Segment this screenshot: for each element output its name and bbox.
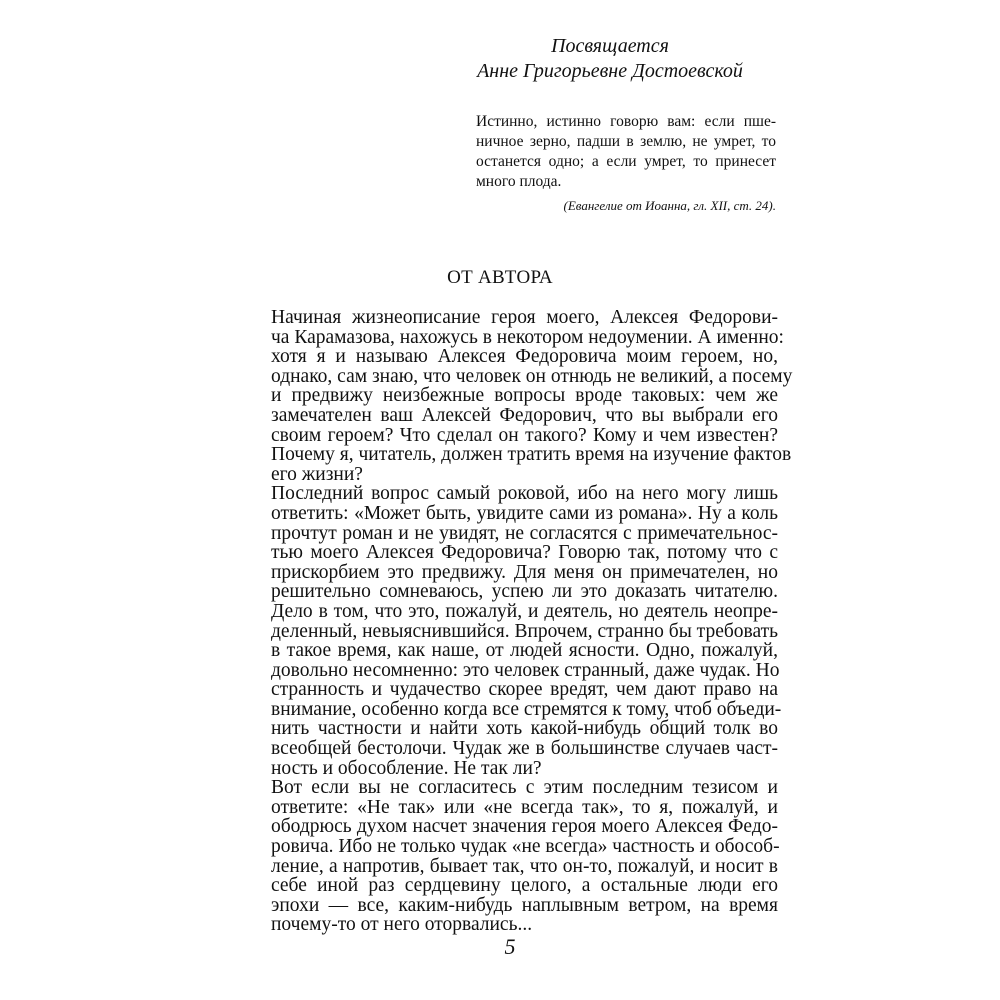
text-line: всеобщей бестолочи. Чудак же в большинстве случаев част- (271, 738, 778, 760)
text-line: ровича. Ибо не только чудак «не всегда» частность и обособ- (271, 836, 780, 858)
paragraph (243, 307, 793, 485)
text-line: однако, сам знаю, что человек он отнюдь не великий, а посему (271, 365, 793, 387)
text-line: странность и чудачество скорее вредят, чем дают право на (271, 679, 778, 701)
text-line: хотя я и называю Алексея Федоровича моим героем, но, (271, 346, 778, 368)
epigraph-line: Истинно, истинно говорю вам: если пше- (476, 113, 776, 130)
text-line: ность и обособление. Не так ли? (271, 757, 542, 779)
text-line: в такое время, как наше, от людей ясности. Одно, пожалуй, (271, 640, 778, 662)
text-line: внимание, особенно когда все стремятся к тому, чтоб объеди- (271, 698, 782, 720)
epigraph-text (476, 112, 776, 192)
paragraph (243, 483, 782, 779)
text-line: замечателен ваш Алексей Федорович, что вы выбрали его (271, 404, 778, 426)
epigraph-source: (Евангелие от Иоанна, гл. XII, ст. 24). (563, 198, 776, 213)
text-line: деленный, невыяснившийся. Впрочем, странно бы требовать (271, 620, 779, 642)
dedication (440, 34, 780, 84)
text-line: его жизни? (271, 463, 363, 485)
body-text (243, 307, 793, 936)
page-number: 5 (504, 934, 516, 959)
text-line: прискорбием это предвижу. Для меня он примечателен, но (271, 561, 778, 583)
epigraph-line: ничное зерно, падши в землю, не умрет, то (476, 133, 776, 150)
epigraph (476, 112, 776, 215)
text-line: решительно сомневаюсь, успею ли это доказать читателю. (271, 581, 778, 603)
section-heading: ОТ АВТОРА (447, 267, 553, 288)
paragraph (243, 778, 778, 935)
text-line: Начиная жизнеописание героя моего, Алексея Федорови- (271, 307, 778, 328)
text-line: ответите: «Не так» или «не всегда так», то я, пожалуй, и (271, 796, 778, 818)
text-line: ление, а напротив, бывает так, что он-то, пожалуй, и носит в (271, 855, 778, 877)
text-line: ответить: «Может быть, увидите сами из романа». Ну а коль (271, 502, 778, 524)
text-line: ча Карамазова, нахожусь в некотором недоумении. А именно: (271, 326, 784, 348)
dedication-line-1: Посвящается (551, 35, 669, 57)
text-line: ободрюсь духом насчет значения героя моего Алексея Федо- (271, 816, 778, 838)
text-line: почему-то от него оторвались... (271, 914, 533, 936)
text-line: эпохи — все, каким-нибудь наплывным ветром, на время (271, 894, 778, 916)
text-line: прочтут роман и не увидят, не согласятся с примечательнос- (271, 522, 778, 544)
text-line: Почему я, читатель, должен тратить время на изучение фактов (271, 444, 792, 466)
epigraph-line: много плода. (476, 173, 562, 190)
text-line: Дело в том, что это, пожалуй, и деятель, но деятель неопре- (271, 600, 778, 622)
text-line: тью моего Алексея Федоровича? Говорю так, потому что с (271, 542, 778, 564)
text-line: и предвижу неизбежные вопросы вроде таковых: чем же (271, 385, 778, 407)
text-line: Вот если вы не согласитесь с этим последним тезисом и (271, 777, 778, 799)
text-line: своим героем? Что сделал он такого? Кому и чем известен? (271, 424, 778, 446)
dedication-line-2: Анне Григорьевне Достоевской (477, 60, 743, 82)
epigraph-line: останется одно; а если умрет, то принесет (476, 153, 776, 170)
text-line: Последний вопрос самый роковой, ибо на него могу лишь (271, 483, 778, 505)
text-line: нить частности и найти хоть какой-нибудь общий толк во (271, 718, 778, 740)
text-line: довольно несомненно: это человек странный, даже чудак. Но (271, 659, 780, 681)
text-line: себе иной раз сердцевину целого, а остальные люди его (271, 875, 778, 897)
